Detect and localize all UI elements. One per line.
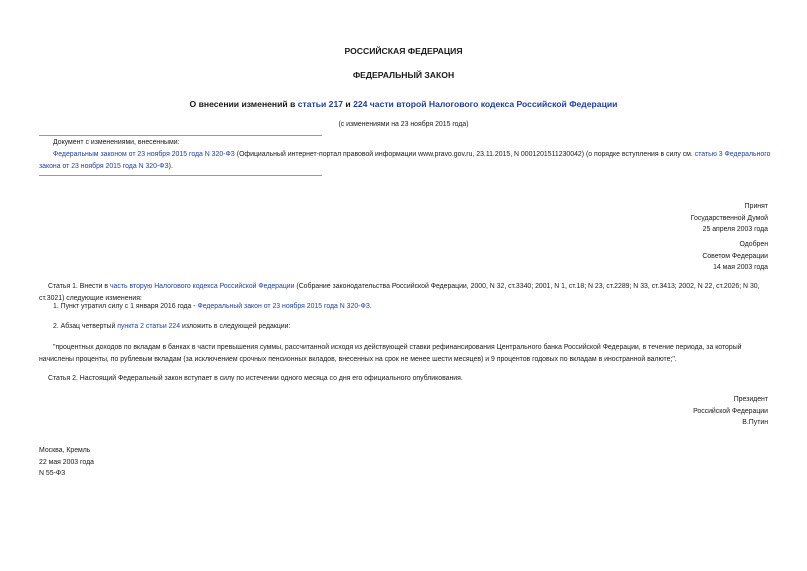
article-1-prefix: Статья 1. Внести в (48, 283, 110, 290)
signature-line1: Президент (733, 396, 768, 403)
point-2-link-article-224[interactable]: пункта 2 статьи 224 (117, 323, 181, 330)
changes-text: (Официальный интернет-портал правовой информации www.pravo.gov.ru, 23.11.2015, N 0001201511230042) (о порядке вступления в силу см. (234, 151, 695, 158)
point-2-prefix: 2. Абзац четвертый (53, 323, 118, 330)
article-2: Статья 2. Настоящий Федеральный закон вступает в силу по истечении одного месяца со дня его официального опубликования. (48, 375, 463, 382)
article-1-text: (Собрание законодательства Российской Федерации, 2000, N 32, ст.3340; 2001, N 1, ст.18; N 23, ст.2289; N 33, ст.3413; 2002, N 22, ст.2026; N 30, ст.3021) следующие изменения: (39, 283, 760, 302)
place-line1: Москва, Кремль (39, 447, 91, 454)
point-1-end: . (369, 303, 372, 310)
article-1-point-1 (53, 301, 372, 313)
title-link-article-224[interactable]: 224 части второй Налогового кодекса Российской Федерации (353, 99, 618, 109)
changes-link-320fz[interactable]: Федеральным законом от 23 ноября 2015 года N 320-ФЗ (53, 151, 235, 158)
changes-list (39, 149, 771, 172)
approved-line3: 14 мая 2003 года (713, 264, 768, 271)
changes-link-article-3[interactable]: статью 3 Федерального закона от 23 ноября 2015 года N 320-ФЗ (39, 151, 771, 170)
header-doc-type: ФЕДЕРАЛЬНЫЙ ЗАКОН (352, 70, 455, 80)
bottom-divider (39, 175, 322, 176)
changes-end: ). (168, 162, 173, 170)
approved-block (702, 239, 768, 274)
place-line3: N 55-ФЗ (39, 470, 66, 477)
place-block (39, 445, 94, 480)
title-link-article-217[interactable]: статьи 217 (297, 99, 344, 109)
approved-line2: Советом Федерации (702, 252, 768, 260)
top-divider (39, 135, 322, 136)
document-title (0, 99, 807, 109)
point-1-text: 1. Пункт утратил силу с 1 января 2016 года - (53, 303, 198, 310)
article-1-link-tax-code[interactable]: часть вторую Налогового кодекса Российской Федерации (109, 283, 295, 290)
edition-note: (с изменениями на 23 ноября 2015 года) (338, 121, 469, 128)
signature-line3: В.Путин (742, 419, 768, 426)
article-1-quote: "процентных доходов по вкладам в банках в части превышения суммы, рассчитанной исходя из действующей ставки рефинансирования Центрального банка Российской Федерации, в течение периода, за который начислены проценты, по рублевым вкладам (за исключением срочных пенсионных вкладов, внесенных на срок не менее шести месяцев) и 9 процентов годовых по вкладам в иностранной валюте;". (39, 344, 742, 363)
adopted-line2: Государственной Думой (690, 214, 768, 222)
header-country: РОССИЙСКАЯ ФЕДЕРАЦИЯ (344, 46, 463, 56)
adopted-line3: 25 апреля 2003 года (702, 226, 768, 233)
signature-block (693, 394, 768, 429)
title-prefix: О внесении изменений в (189, 99, 298, 109)
signature-line2: Российской Федерации (693, 407, 768, 415)
point-2-suffix: изложить в следующей редакции: (180, 323, 291, 330)
place-line2: 22 мая 2003 года (39, 458, 94, 466)
article-1-point-2 (53, 321, 290, 333)
adopted-line1: Принят (744, 203, 768, 210)
title-middle: и (343, 99, 354, 109)
changes-lead: Документ с изменениями, внесенными: (53, 139, 180, 146)
approved-line1: Одобрен (739, 241, 768, 248)
adopted-block (691, 201, 768, 236)
point-1-link-320fz[interactable]: Федеральный закон от 23 ноября 2015 года N 320-ФЗ (197, 303, 370, 310)
